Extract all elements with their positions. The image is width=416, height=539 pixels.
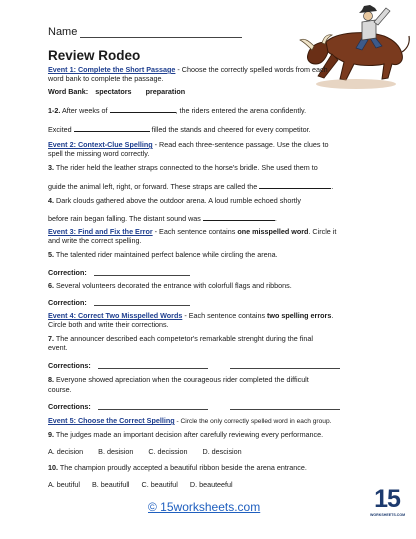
event4-instruction	[48, 311, 333, 320]
q10-option-c[interactable]: C. beautiful	[141, 480, 178, 489]
question-4-text-b: before rain began falling. The distant sound was	[48, 214, 201, 223]
question-3-line-b: guide the animal left, right, or forward. These straps are called the .	[48, 182, 334, 191]
q9-option-c[interactable]: C. decission	[148, 447, 188, 456]
corrections-8-line-1[interactable]	[98, 409, 208, 410]
word-bank	[48, 87, 185, 96]
name-line[interactable]	[80, 37, 242, 38]
logo-text: WORKSHEETS.COM	[370, 513, 406, 517]
event4-instruction-d: Circle both and write their corrections.	[48, 320, 169, 329]
question-7-text-b: event.	[48, 343, 68, 352]
event2-instruction-a: - Read each three-sentence passage. Use the clues to	[152, 140, 329, 149]
question-8-line-a	[48, 375, 309, 384]
event3-instruction-bold: one misspelled word	[237, 227, 309, 236]
question-5-line	[48, 250, 278, 259]
question-10-text: The champion proudly accepted a beautiful ribbon beside the arena entrance.	[59, 463, 307, 472]
q10-option-a[interactable]: A. beutiful	[48, 480, 80, 489]
answer-blank-3[interactable]	[259, 182, 331, 189]
event5-heading: Event 5: Choose the Correct Spelling	[48, 416, 175, 425]
correction-6-line[interactable]	[94, 305, 190, 306]
correction-5-label: Correction:	[48, 268, 87, 277]
question-1-number: 1-2.	[48, 106, 61, 115]
question-10-number: 10.	[48, 463, 58, 472]
question-2-text-a: Excited	[48, 125, 72, 134]
word-bank-word-2: preparation	[145, 87, 186, 96]
word-bank-label: Word Bank:	[48, 87, 89, 96]
copyright-link[interactable]: © 15worksheets.com	[148, 500, 261, 514]
question-6-line	[48, 281, 292, 290]
question-5-text: The talented rider maintained perfect balence while circling the arena.	[55, 250, 278, 259]
answer-blank-1[interactable]	[110, 106, 176, 113]
q10-option-b[interactable]: B. beautifull	[91, 480, 130, 489]
question-1-text-a: After weeks of	[62, 106, 108, 115]
event3-heading: Event 3: Find and Fix the Error	[48, 227, 153, 236]
question-9-options	[48, 447, 242, 456]
question-7-line-a	[48, 334, 313, 343]
bull-rider-illustration	[296, 2, 414, 94]
event4-instruction-c: .	[331, 311, 334, 320]
question-7-text-a: The announcer described each competetor's remarkable strenght during the final	[55, 334, 313, 343]
event1-heading: Event 1: Complete the Short Passage	[48, 65, 176, 74]
correction-6-label: Correction:	[48, 298, 87, 307]
event3-instruction-a: - Each sentence contains	[152, 227, 238, 236]
event2-instruction	[48, 140, 328, 149]
question-9-number: 9.	[48, 430, 54, 439]
question-1-line	[48, 106, 306, 115]
q10-option-d[interactable]: D. beauteeful	[189, 480, 233, 489]
event5-instruction-text: - Circle the only correctly spelled word in each group.	[174, 418, 332, 425]
question-3-text-b: guide the animal left, right, or forward. These straps are called the	[48, 182, 258, 191]
question-3-number: 3.	[48, 163, 54, 172]
event4-heading: Event 4: Correct Two Misspelled Words	[48, 311, 183, 320]
question-8-text-a: Everyone showed apreciation when the courageous rider completed the difficult	[56, 375, 309, 384]
corrections-8-label: Corrections:	[48, 402, 91, 411]
question-9-line	[48, 430, 323, 439]
question-6-number: 6.	[48, 281, 54, 290]
question-10-line	[48, 463, 307, 472]
question-7-number: 7.	[48, 334, 54, 343]
corrections-7-line-1[interactable]	[98, 368, 208, 369]
event3-instruction	[48, 227, 336, 236]
page-title: Review Rodeo	[48, 48, 141, 63]
word-bank-word-1: spectators	[95, 87, 132, 96]
event3-instruction-d: and write the correct spelling.	[48, 236, 142, 245]
question-1-text-b: , the riders entered the arena confidently.	[175, 106, 307, 115]
question-4-line-a	[48, 196, 301, 205]
correction-5-line[interactable]	[94, 275, 190, 276]
15-worksheets-logo	[370, 485, 406, 520]
question-4-number: 4.	[48, 196, 54, 205]
q9-option-a[interactable]: A. decision	[48, 447, 84, 456]
event3-instruction-c: . Circle it	[308, 227, 337, 236]
corrections-7-line-2[interactable]	[230, 368, 340, 369]
question-3-line-a	[48, 163, 318, 172]
corrections-7-label: Corrections:	[48, 361, 91, 370]
question-2-line	[48, 125, 311, 134]
question-4-line-b: before rain began falling. The distant sound was .	[48, 214, 277, 223]
q9-option-d[interactable]: D. descision	[202, 447, 242, 456]
event1-instruction	[48, 65, 328, 74]
logo-number: 15	[374, 485, 400, 513]
question-9-text: The judges made an important decision after carefully reviewing every performance.	[55, 430, 324, 439]
question-4-text-a: Dark clouds gathered above the outdoor arena. A loud rumble echoed shortly	[56, 196, 301, 205]
event5-instruction	[48, 416, 331, 426]
question-10-options	[48, 480, 233, 489]
name-label: Name	[48, 26, 78, 38]
q9-option-b[interactable]: B. desision	[98, 447, 134, 456]
event2-heading: Event 2: Context-Clue Spelling	[48, 140, 153, 149]
event1-instruction-b: word bank to complete the passage.	[48, 74, 164, 83]
question-3-text-a: The rider held the leather straps connected to the horse's bridle. She used them to	[55, 163, 318, 172]
event1-instruction-a: - Choose the correctly spelled words from each	[175, 65, 328, 74]
event4-instruction-bold: two spelling errors	[267, 311, 332, 320]
question-2-text-b: filled the stands and cheered for every competitor.	[151, 125, 311, 134]
question-8-text-b: course.	[48, 385, 72, 394]
question-8-number: 8.	[48, 375, 54, 384]
corrections-8-line-2[interactable]	[230, 409, 340, 410]
question-6-text: Several volunteers decorated the entrance with colorfull flags and ribbons.	[56, 281, 292, 290]
event2-instruction-b: spell the missing word correctly.	[48, 149, 150, 158]
answer-blank-2[interactable]	[74, 125, 150, 132]
question-5-number: 5.	[48, 250, 54, 259]
event4-instruction-a: - Each sentence contains	[182, 311, 268, 320]
answer-blank-4[interactable]	[203, 214, 275, 221]
